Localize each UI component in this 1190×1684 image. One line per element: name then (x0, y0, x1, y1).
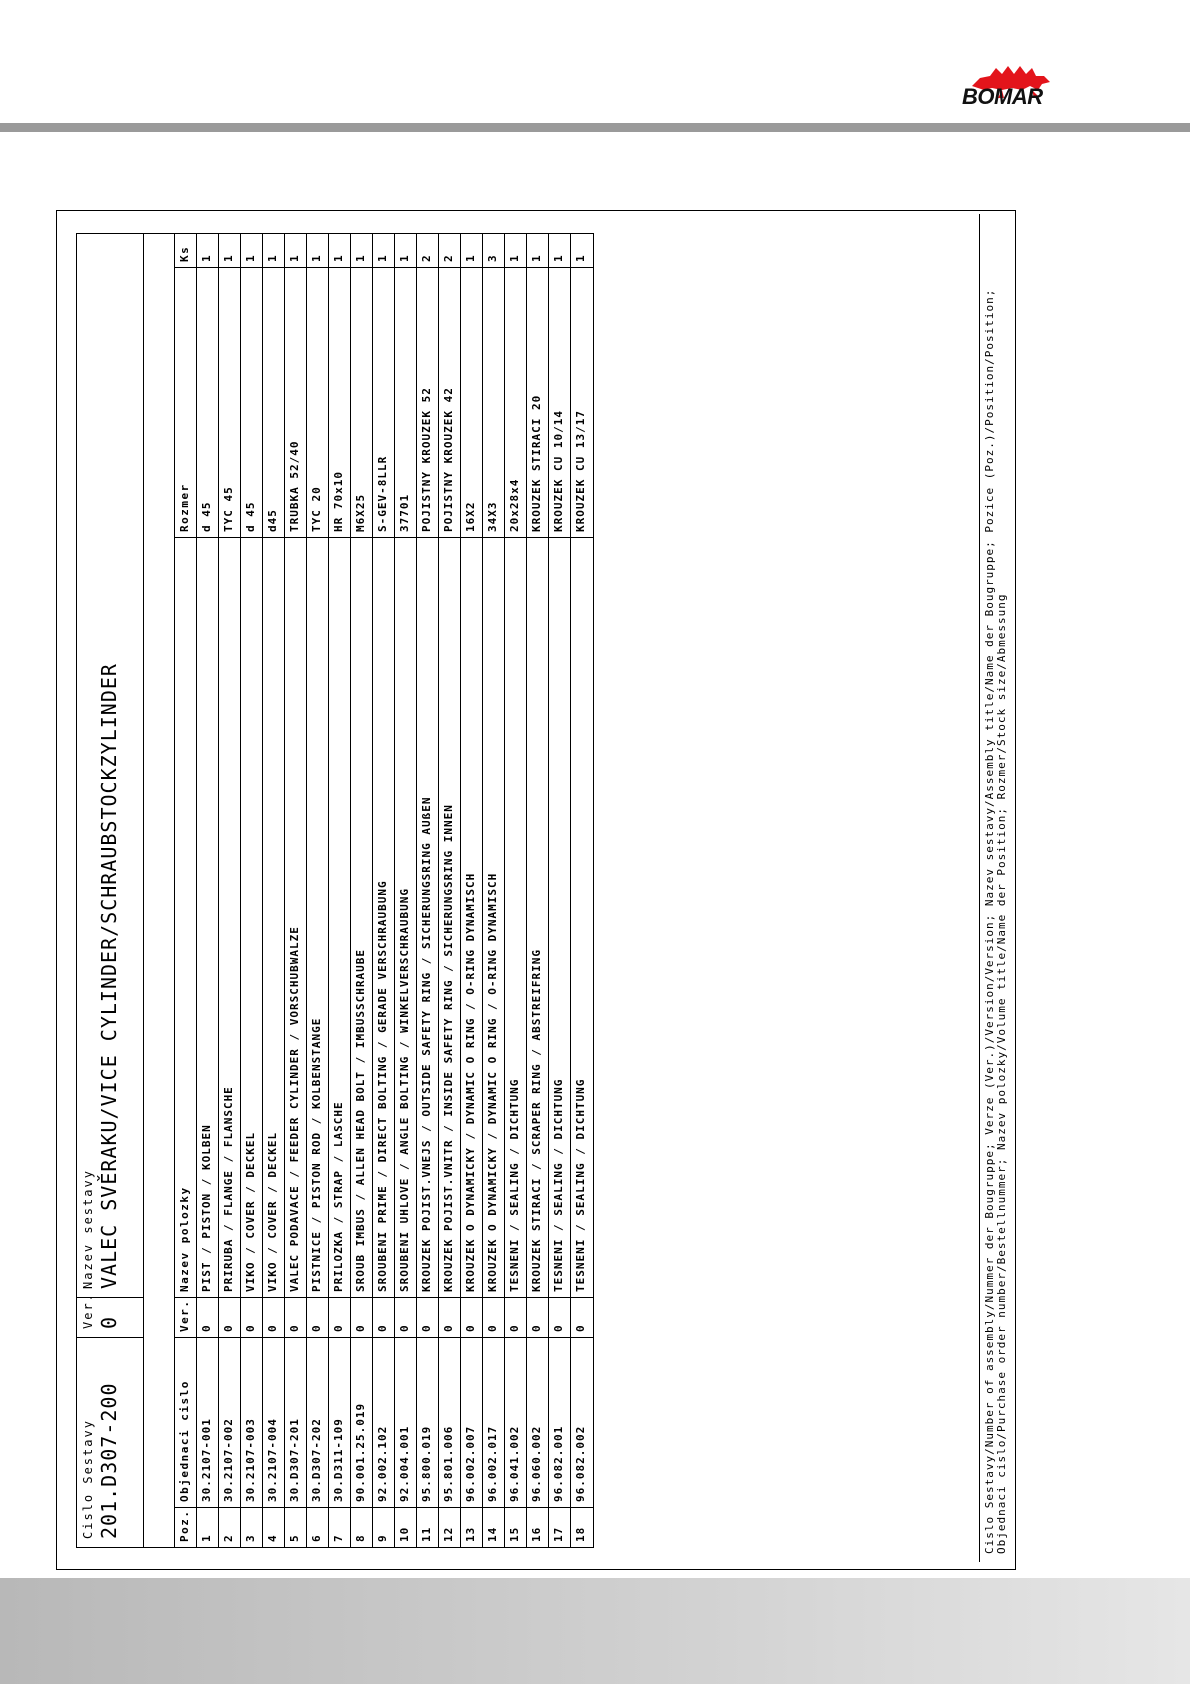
table-row (197, 234, 219, 1547)
assembly-title-cell (77, 234, 143, 1297)
table-row (373, 234, 395, 1547)
cell-item-name: PISTNICE / PISTON ROD / KOLBENSTANGE (307, 537, 328, 1297)
cell-item-name: SROUB IMBUS / ALLEN HEAD BOLT / IMBUSSCHRAUBE (351, 537, 372, 1297)
table-row (439, 234, 461, 1547)
cell-item-name: PRIRUBA / FLANGE / FLANSCHE (219, 537, 240, 1297)
cell-version: 0 (395, 1297, 416, 1337)
cell-item-name: KROUZEK POJIST.VNEJS / OUTSIDE SAFETY RING / SICHERUNGSRING AUßEN (417, 537, 438, 1297)
cell-order-number: 30.D307-202 (307, 1337, 328, 1507)
col-qty: Ks (178, 245, 191, 262)
cell-size: KROUZEK STIRACI 20 (527, 267, 548, 537)
logo-text: BOMAR (962, 84, 1043, 109)
cell-qty: 3 (486, 254, 499, 262)
cell-order-number: 96.060.002 (527, 1337, 548, 1507)
cell-version: 0 (549, 1297, 570, 1337)
cell-version: 0 (219, 1297, 240, 1337)
cell-order-number: 30.2107-002 (219, 1337, 240, 1507)
drawing-frame (56, 210, 1016, 1570)
cell-pos: 8 (351, 1507, 372, 1547)
cell-version: 0 (461, 1297, 482, 1337)
cell-qty: 1 (288, 254, 301, 262)
cell-qty: 1 (222, 254, 235, 262)
cell-order-number: 30.2107-001 (197, 1337, 218, 1507)
cell-version: 0 (329, 1297, 350, 1337)
cell-size: TYC 20 (307, 267, 328, 537)
cell-size: d 45 (241, 267, 262, 537)
legend (979, 214, 1009, 1562)
table-row (549, 234, 571, 1547)
cell-qty: 1 (310, 254, 323, 262)
cell-item-name: PRILOZKA / STRAP / LASCHE (329, 537, 350, 1297)
cell-pos: 13 (461, 1507, 482, 1547)
cell-item-name: KROUZEK POJIST.VNITR / INSIDE SAFETY RING / SICHERUNGSRING INNEN (439, 537, 460, 1297)
cell-item-name: VIKO / COVER / DECKEL (263, 537, 284, 1297)
cell-order-number: 92.004.001 (395, 1337, 416, 1507)
cell-version: 0 (351, 1297, 372, 1337)
cell-size: d45 (263, 267, 284, 537)
cell-qty: 1 (508, 254, 521, 262)
cell-qty: 1 (464, 254, 477, 262)
cell-pos: 12 (439, 1507, 460, 1547)
cell-version: 0 (197, 1297, 218, 1337)
cell-size: d 45 (197, 267, 218, 537)
assembly-header (77, 234, 144, 1547)
cell-item-name: TESNENI / SEALING / DICHTUNG (549, 537, 570, 1297)
cell-qty: 1 (376, 254, 389, 262)
cell-pos: 2 (219, 1507, 240, 1547)
cell-qty: 1 (552, 254, 565, 262)
cell-size: POJISTNY KROUZEK 42 (439, 267, 460, 537)
cell-pos: 17 (549, 1507, 570, 1547)
cell-qty: 1 (574, 254, 587, 262)
cell-version: 0 (527, 1297, 548, 1337)
cell-pos: 11 (417, 1507, 438, 1547)
cell-pos: 3 (241, 1507, 262, 1547)
cell-item-name: TESNENI / SEALING / DICHTUNG (571, 537, 593, 1297)
cell-size: 37701 (395, 267, 416, 537)
cell-order-number: 92.002.102 (373, 1337, 394, 1507)
cell-item-name: KROUZEK STIRACI / SCRAPER RING / ABSTREIFRING (527, 537, 548, 1297)
table-row (241, 234, 263, 1547)
cell-size: HR 70x10 (329, 267, 350, 537)
cell-qty: 1 (244, 254, 257, 262)
version-label: Ver. (81, 1292, 95, 1329)
cell-order-number: 30.D307-201 (285, 1337, 306, 1507)
cell-pos: 6 (307, 1507, 328, 1547)
table-body (197, 234, 593, 1547)
table-row (329, 234, 351, 1547)
cell-item-name: TESNENI / SEALING / DICHTUNG (505, 537, 526, 1297)
table-row (307, 234, 329, 1547)
cell-size: M6X25 (351, 267, 372, 537)
cell-order-number: 96.041.002 (505, 1337, 526, 1507)
cell-item-name: SROUBENI PRIME / DIRECT BOLTING / GERADE VERSCHRAUBUNG (373, 537, 394, 1297)
cell-pos: 15 (505, 1507, 526, 1547)
cell-qty: 1 (266, 254, 279, 262)
cell-pos: 18 (571, 1507, 593, 1547)
cell-qty: 1 (354, 254, 367, 262)
assembly-title: VALEC SVĚRAKU/VICE CYLINDER/SCHRAUBSTOCKZYLINDER (97, 663, 121, 1289)
cell-pos: 4 (263, 1507, 284, 1547)
table-row (285, 234, 307, 1547)
cell-order-number: 95.800.019 (417, 1337, 438, 1507)
cell-version: 0 (417, 1297, 438, 1337)
cell-pos: 1 (197, 1507, 218, 1547)
assembly-number-label: Cislo Sestavy (81, 1419, 95, 1539)
cell-item-name: VIKO / COVER / DECKEL (241, 537, 262, 1297)
parts-table (76, 233, 594, 1548)
cell-version: 0 (285, 1297, 306, 1337)
version-cell (77, 1292, 143, 1337)
cell-order-number: 96.002.017 (483, 1337, 504, 1507)
header-divider (0, 123, 1190, 132)
cell-item-name: PIST / PISTON / KOLBEN (197, 537, 218, 1297)
cell-version: 0 (307, 1297, 328, 1337)
table-row (263, 234, 285, 1547)
cell-version: 0 (571, 1297, 593, 1337)
cell-version: 0 (263, 1297, 284, 1337)
cell-pos: 5 (285, 1507, 306, 1547)
cell-qty: 1 (332, 254, 345, 262)
table-row (417, 234, 439, 1547)
page-footer-band (0, 1578, 1190, 1684)
cell-pos: 16 (527, 1507, 548, 1547)
cell-size: S-GEV-8LLR (373, 267, 394, 537)
cell-item-name: KROUZEK O DYNAMICKY / DYNAMIC O RING / O-RING DYNAMISCH (483, 537, 504, 1297)
legend-line-2: Objednaci cislo/Purchase order number/Bestellnummer; Nazev polozky/Volume title/Name der Position; Rozmer/Stock size/Abmessung (995, 593, 1008, 1554)
cell-item-name: KROUZEK O DYNAMICKY / DYNAMIC O RING / O-RING DYNAMISCH (461, 537, 482, 1297)
header-spacer (144, 234, 175, 1547)
cell-order-number: 95.801.006 (439, 1337, 460, 1507)
cell-size: 34X3 (483, 267, 504, 537)
cell-order-number: 96.002.007 (461, 1337, 482, 1507)
cell-size: TYC 45 (219, 267, 240, 537)
cell-qty: 1 (200, 254, 213, 262)
cell-size: POJISTNY KROUZEK 52 (417, 267, 438, 537)
cell-item-name: SROUBENI UHLOVE / ANGLE BOLTING / WINKELVERSCHRAUBUNG (395, 537, 416, 1297)
col-item-name: Nazev polozky (175, 537, 196, 1297)
version-value: 0 (97, 1315, 121, 1329)
cell-version: 0 (439, 1297, 460, 1337)
cell-size: KROUZEK CU 10/14 (549, 267, 570, 537)
cell-order-number: 30.2107-004 (263, 1337, 284, 1507)
cell-version: 0 (505, 1297, 526, 1337)
cell-order-number: 96.082.001 (549, 1337, 570, 1507)
legend-line-1: Cislo Sestavy/Number of assembly/Nummer der Bougruppe; Verze (Ver.)/Version/Version; Nazev sestavy/Assembly title/Name der Bougruppe; Pozice (Poz.)/Position/Position; (983, 288, 996, 1554)
col-version: Ver. (175, 1297, 196, 1337)
cell-size: 16X2 (461, 267, 482, 537)
cell-order-number: 96.082.002 (571, 1337, 593, 1507)
cell-qty: 2 (420, 254, 433, 262)
col-pos: Poz. (175, 1507, 196, 1547)
table-row (461, 234, 483, 1547)
table-header-row (175, 234, 197, 1547)
cell-version: 0 (373, 1297, 394, 1337)
col-order-number: Objednaci cislo (175, 1337, 196, 1507)
assembly-title-label: Nazev sestavy (81, 1169, 95, 1289)
cell-order-number: 90.001.25.019 (351, 1337, 372, 1507)
cell-qty: 1 (530, 254, 543, 262)
col-size: Rozmer (175, 267, 196, 537)
cell-item-name: VALEC PODAVACE / FEEDER CYLINDER / VORSCHUBWALZE (285, 537, 306, 1297)
rotated-sheet (61, 214, 1009, 1562)
cell-pos: 14 (483, 1507, 504, 1547)
cell-qty: 1 (398, 254, 411, 262)
table-row (219, 234, 241, 1547)
assembly-number: 201.D307-200 (97, 1382, 121, 1539)
cell-version: 0 (483, 1297, 504, 1337)
table-row (483, 234, 505, 1547)
cell-version: 0 (241, 1297, 262, 1337)
cell-qty: 2 (442, 254, 455, 262)
table-row (505, 234, 527, 1547)
cell-size: 20x28x4 (505, 267, 526, 537)
cell-order-number: 30.D311-109 (329, 1337, 350, 1507)
cell-size: TRUBKA 52/40 (285, 267, 306, 537)
assembly-number-cell (77, 1337, 143, 1547)
table-row (395, 234, 417, 1547)
table-row (571, 234, 593, 1547)
cell-size: KROUZEK CU 13/17 (571, 267, 593, 537)
cell-pos: 10 (395, 1507, 416, 1547)
cell-order-number: 30.2107-003 (241, 1337, 262, 1507)
table-row (527, 234, 549, 1547)
table-row (351, 234, 373, 1547)
cell-pos: 9 (373, 1507, 394, 1547)
cell-pos: 7 (329, 1507, 350, 1547)
